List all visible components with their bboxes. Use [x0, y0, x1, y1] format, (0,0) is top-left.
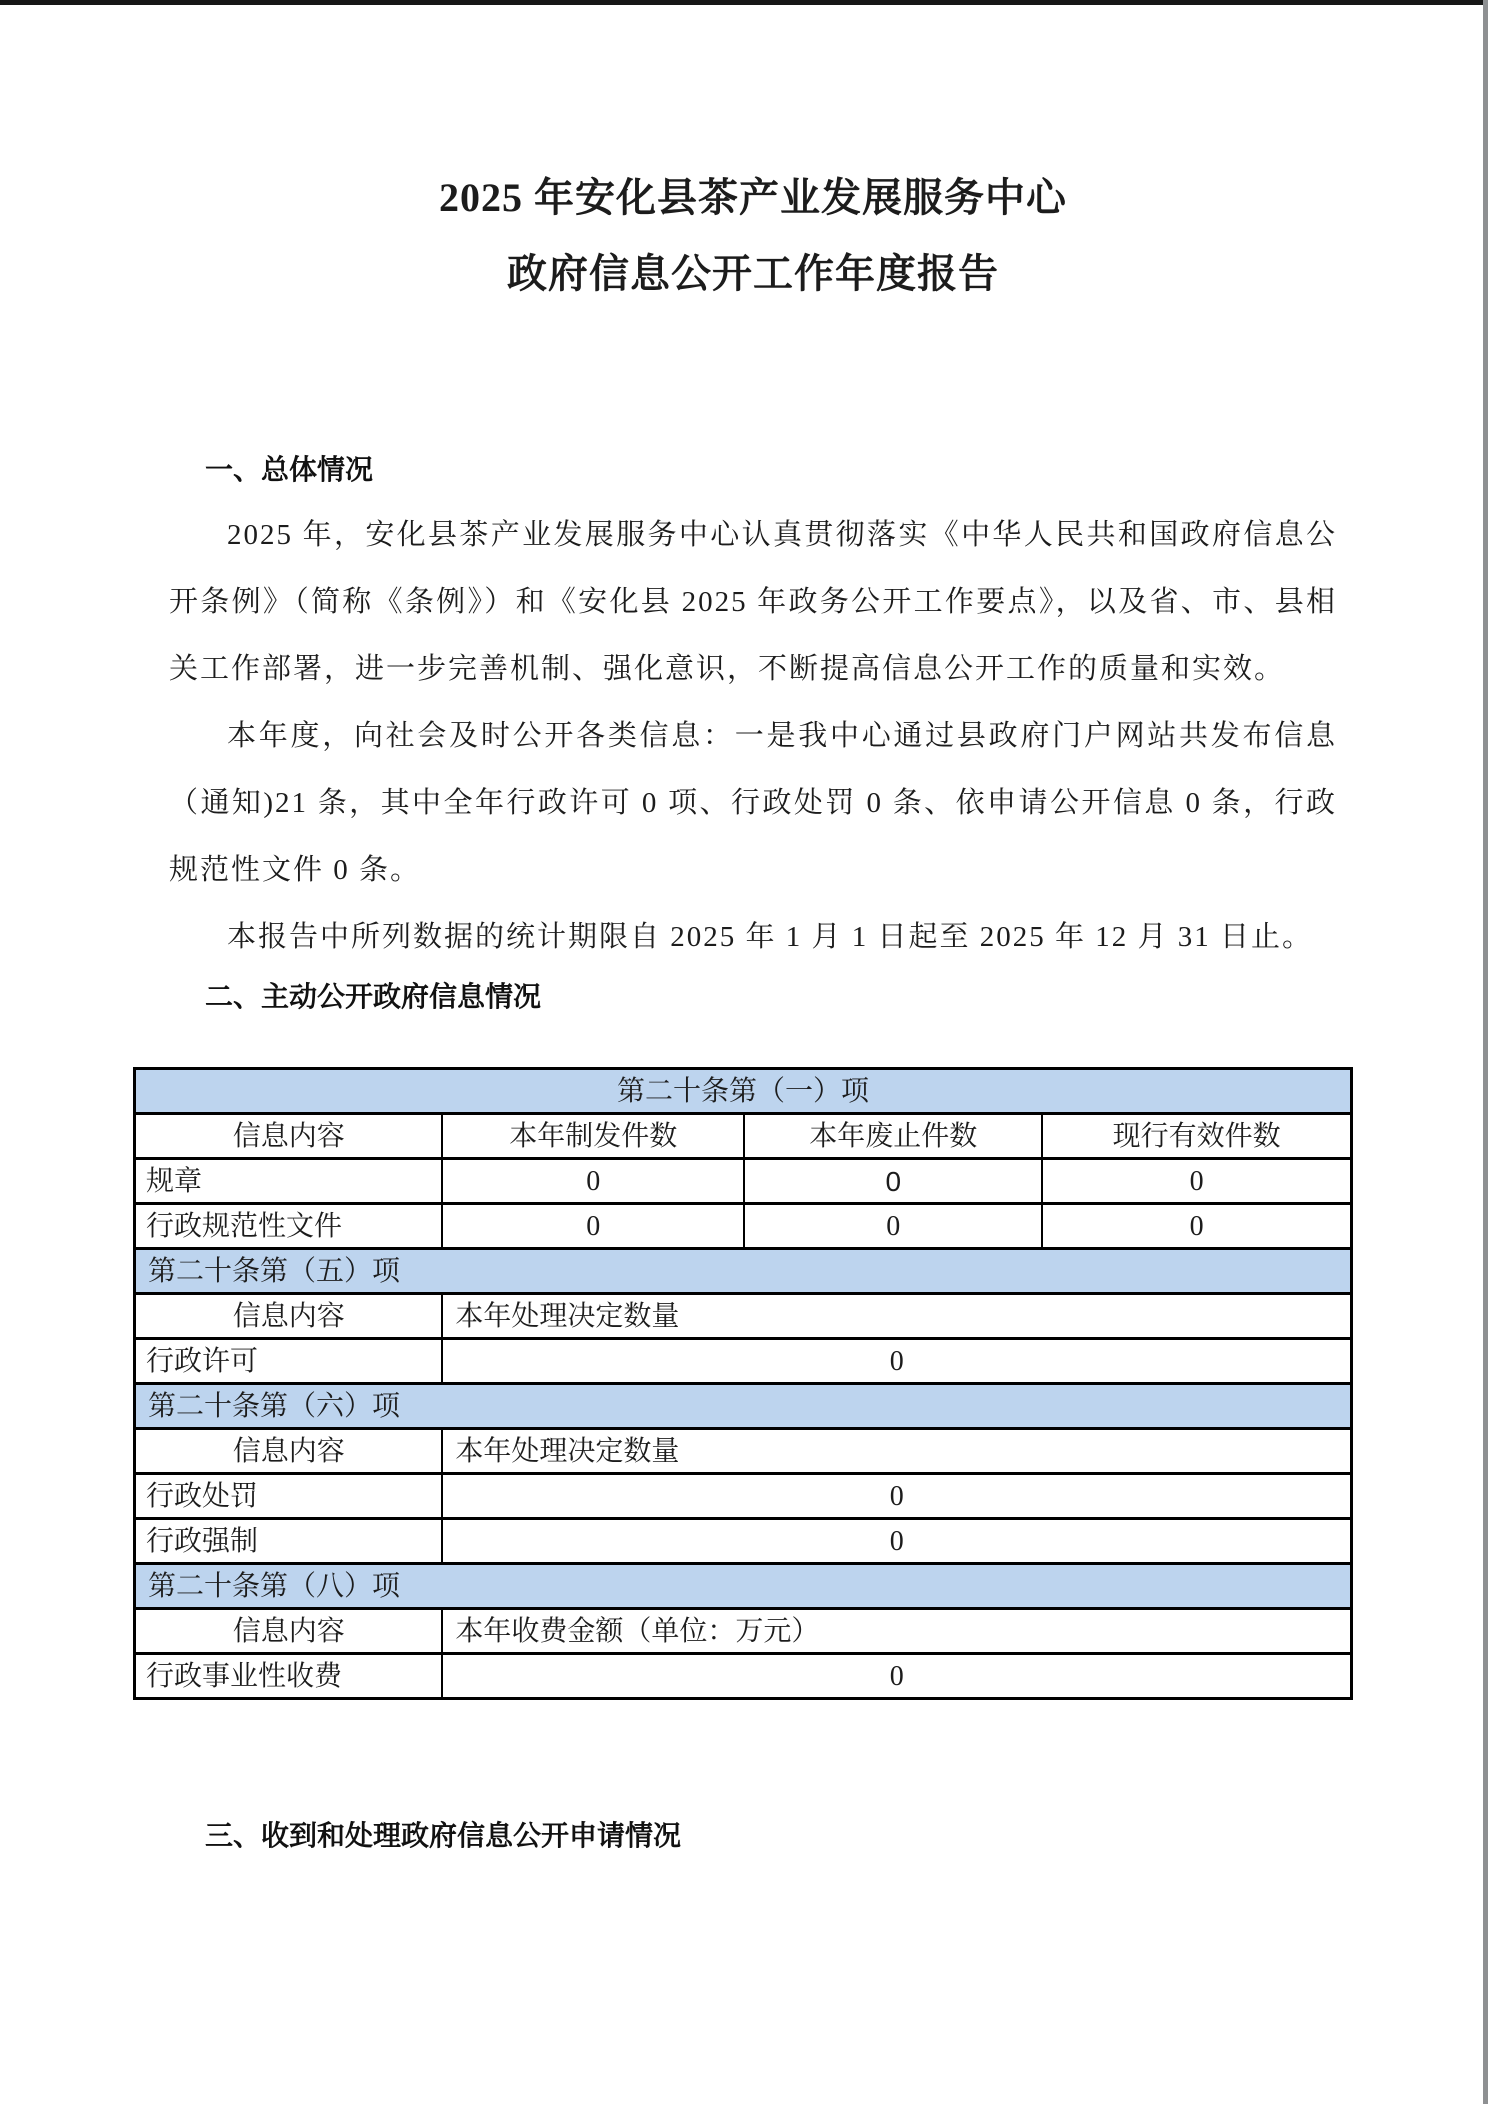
- table-band-row-article20-item8: [135, 1564, 1352, 1609]
- header-fees-amount: 本年收费金额（单位：万元）: [442, 1609, 1351, 1654]
- section-2-heading: 二、主动公开政府信息情况: [205, 981, 542, 1012]
- cell-value: 0: [442, 1519, 1351, 1564]
- header-issued-count: 本年制发件数: [442, 1114, 744, 1159]
- cell-value: 0: [442, 1654, 1351, 1699]
- table-row-administrative-fees: [135, 1654, 1352, 1699]
- table-band-row-article20-item5: [135, 1249, 1352, 1294]
- overview-paragraph-1: 2025 年，安化县茶产业发展服务中心认真贯彻落实《中华人民共和国政府信息公开条例》（简称《条例》）和《安化县 2025 年政务公开工作要点》，以及省、市、县相关工作部署，进一步完善机制、强化意识，不断提高信息公开工作的质量和实效。: [169, 519, 1337, 685]
- row-label: 行政强制: [135, 1519, 443, 1564]
- cell-value: 0: [442, 1339, 1351, 1384]
- table-header-row: [135, 1429, 1352, 1474]
- band-article20-item1: 第二十条第（一）项: [135, 1069, 1352, 1114]
- table-header-row: [135, 1294, 1352, 1339]
- band-article20-item8: 第二十条第（八）项: [135, 1564, 1352, 1609]
- row-label: 行政处罚: [135, 1474, 443, 1519]
- table-band-row-article20-item1: [135, 1069, 1352, 1114]
- table-header-row: [135, 1114, 1352, 1159]
- report-title-line-2: 政府信息公开工作年度报告: [507, 251, 999, 296]
- screenshot-top-edge-artifact: [0, 0, 1488, 5]
- cell-value: 0: [442, 1474, 1351, 1519]
- report-title-line-1: 2025 年安化县茶产业发展服务中心: [439, 175, 1067, 220]
- report-title: [169, 160, 1337, 312]
- header-decisions-count: 本年处理决定数量: [442, 1429, 1351, 1474]
- header-decisions-count: 本年处理决定数量: [442, 1294, 1351, 1339]
- table-row-administrative-coercion: [135, 1519, 1352, 1564]
- overview-paragraph-2: 本年度，向社会及时公开各类信息：一是我中心通过县政府门户网站共发布信息（通知)21 条，其中全年行政许可 0 项、行政处罚 0 条、依申请公开信息 0 条，行政规范性文件 0 条。: [169, 720, 1337, 886]
- cell-value: 0: [744, 1204, 1042, 1249]
- cell-value: 0: [442, 1204, 744, 1249]
- table-row-regulations: [135, 1159, 1352, 1204]
- row-label: 行政事业性收费: [135, 1654, 443, 1699]
- cell-value: 0: [1042, 1204, 1351, 1249]
- row-label: 规章: [135, 1159, 443, 1204]
- header-info-content: 信息内容: [135, 1114, 443, 1159]
- section-1-heading: 一、总体情况: [205, 454, 374, 485]
- table-row-administrative-licensing: [135, 1339, 1352, 1384]
- table-row-administrative-penalty: [135, 1474, 1352, 1519]
- table-band-row-article20-item6: [135, 1384, 1352, 1429]
- header-effective-count: 现行有效件数: [1042, 1114, 1351, 1159]
- row-label: 行政许可: [135, 1339, 443, 1384]
- screenshot-right-edge-artifact: [1483, 0, 1488, 2104]
- section-3-heading: 三、收到和处理政府信息公开申请情况: [205, 1820, 682, 1851]
- header-info-content: 信息内容: [135, 1429, 443, 1474]
- overview-paragraph-3: 本报告中所列数据的统计期限自 2025 年 1 月 1 日起至 2025 年 12 月 31 日止。: [227, 921, 1314, 953]
- cell-value: 0: [744, 1159, 1042, 1204]
- band-article20-item6: 第二十条第（六）项: [135, 1384, 1352, 1429]
- header-repealed-count: 本年废止件数: [744, 1114, 1042, 1159]
- header-info-content: 信息内容: [135, 1294, 443, 1339]
- header-info-content: 信息内容: [135, 1609, 443, 1654]
- band-article20-item5: 第二十条第（五）项: [135, 1249, 1352, 1294]
- row-label: 行政规范性文件: [135, 1204, 443, 1249]
- cell-value: 0: [442, 1159, 744, 1204]
- proactive-disclosure-table: [133, 1067, 1353, 1700]
- table-row-normative-documents: [135, 1204, 1352, 1249]
- table-header-row: [135, 1609, 1352, 1654]
- cell-value: 0: [1042, 1159, 1351, 1204]
